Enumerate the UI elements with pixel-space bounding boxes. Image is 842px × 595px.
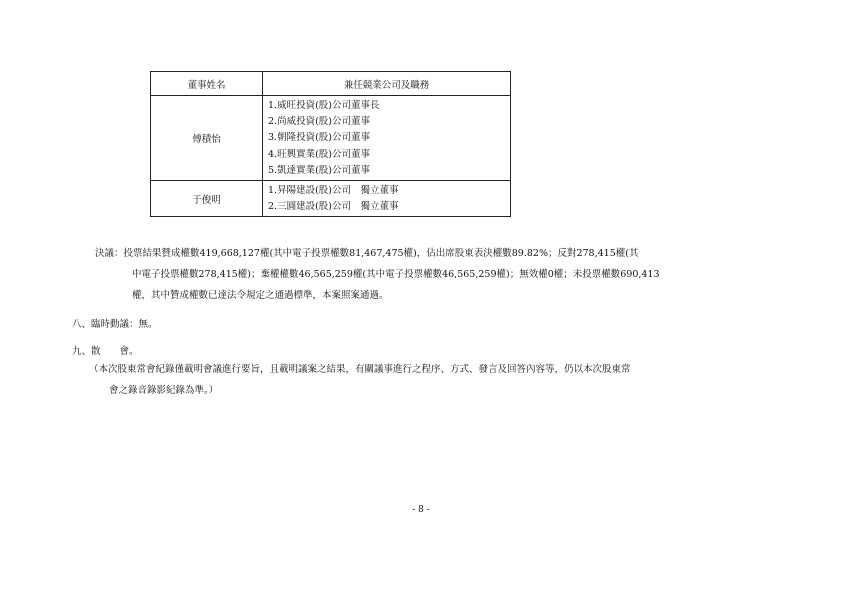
table-row: [151, 181, 511, 217]
role-line: 1.昇陽建設(股)公司 獨立董事: [268, 185, 399, 197]
role-line: 3.朝隆投資(股)公司董事: [268, 132, 370, 144]
note-line: （本次股東常會紀錄僅載明會議進行要旨，且載明議案之結果，有關議事進行之程序、方式、發言及回答內容等，仍以本次股東常: [89, 364, 631, 375]
header-director-name: 董事姓名: [151, 72, 263, 96]
agenda-item-extraordinary-motions: 八、臨時動議：無。: [72, 319, 158, 330]
resolution-line: 權，其中贊成權數已達法令規定之通過標準，本案照案通過。: [132, 290, 389, 301]
header-concurrent-positions: 兼任競業公司及職務: [263, 72, 511, 96]
note-line: 會之錄音錄影紀錄為準。）: [109, 385, 219, 396]
resolution-paragraph: [95, 243, 795, 306]
agenda-item-adjournment: 九、散 會。: [72, 346, 139, 357]
director-name: 于俊明: [151, 181, 263, 217]
role-line: 2.三圓建設(股)公司 獨立董事: [268, 201, 399, 213]
resolution-line: 決議：投票結果贊成權數419,668,127權(其中電子投票權數81,467,475權)，佔出席股東表決權數89.82%；反對278,415權(其: [95, 248, 639, 259]
director-roles: [263, 96, 511, 181]
role-line: 2.尚威投資(股)公司董事: [268, 116, 370, 128]
page-number: - 8 -: [412, 505, 430, 515]
directors-table: [150, 71, 511, 217]
minutes-note: [89, 359, 789, 401]
role-line: 5.凱達實業(股)公司董事: [268, 164, 370, 176]
role-line: 4.旺興實業(股)公司董事: [268, 148, 370, 160]
table-header-row: [151, 72, 511, 96]
role-line: 1.威旺投資(股)公司董事長: [268, 100, 380, 111]
resolution-line: 中電子投票權數278,415權)；棄權權數46,565,259權(其中電子投票權數46,565,259權)；無效權0權；未投票權數690,413: [132, 269, 660, 280]
director-roles: [263, 181, 511, 217]
director-name: 傅積怡: [151, 96, 263, 181]
table-row: [151, 96, 511, 181]
